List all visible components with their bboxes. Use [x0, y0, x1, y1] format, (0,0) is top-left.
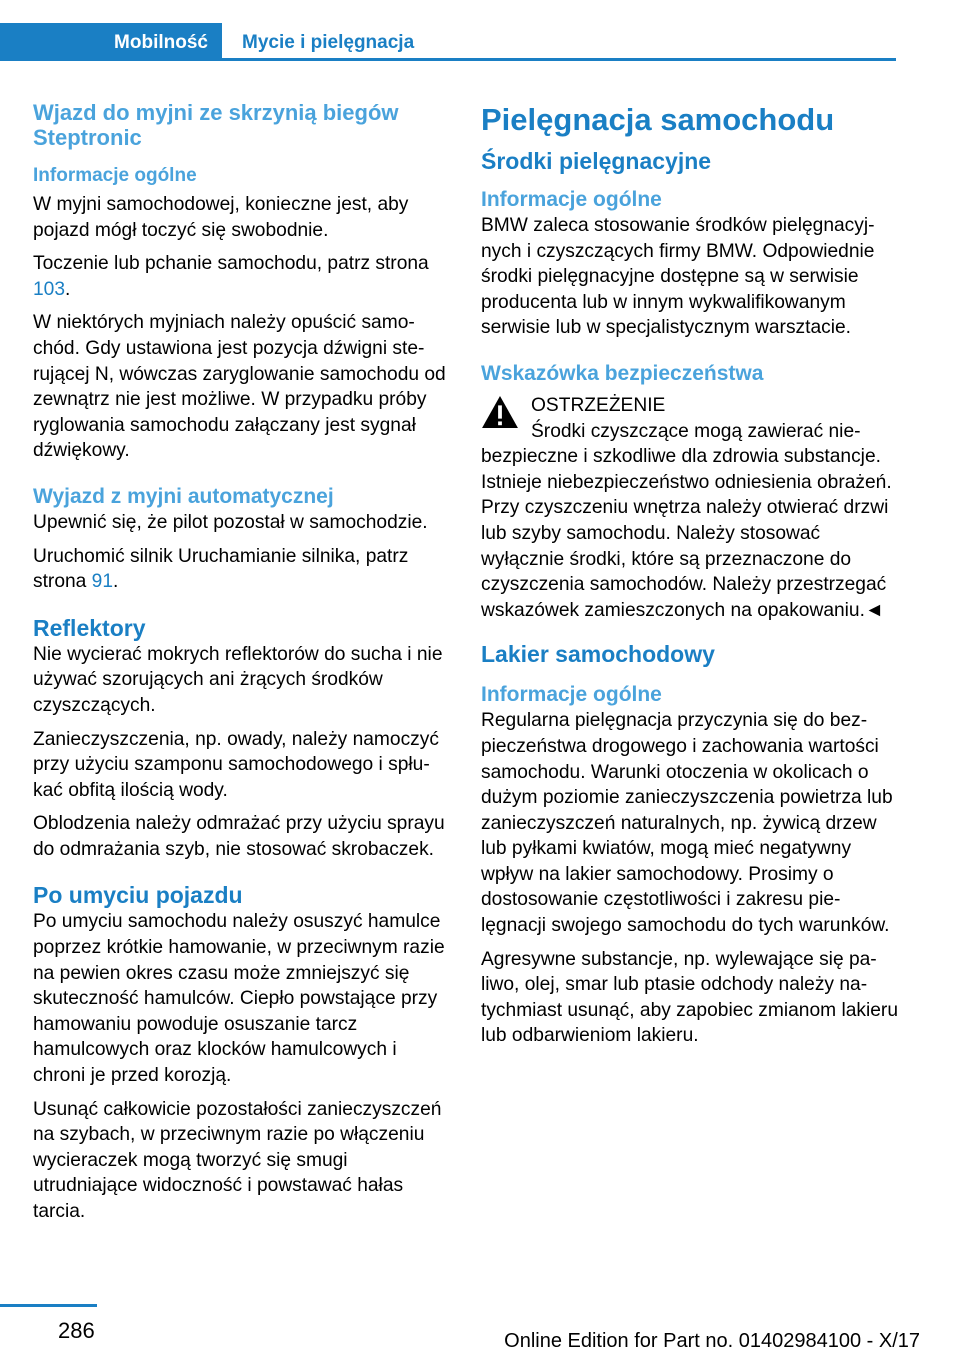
paragraph: W niektórych myjniach należy opuścić samochód. Gdy ustawiona jest pozycja dźwigni sterującej N, wówczas zaryglowanie samochodu od zewnątrz nie jest możliwe. W przypadku próby ryglowania samochodu załączany jest sygnał dźwiękowy. [33, 312, 446, 462]
warning-label: OSTRZEŻENIE [531, 394, 666, 416]
page-link-91[interactable]: 91 [91, 571, 114, 593]
header-tabs [0, 23, 896, 61]
footer-rule [0, 1304, 97, 1307]
paragraph: Oblodzenia należy odmrażać przy użyciu sprayu do odmrażania szyb, nie stosować skrobaczek. [33, 813, 445, 860]
subheading-wyjazd: Wyjazd z myjni automatycznej [33, 484, 334, 508]
paragraph: BMW zaleca stosowanie środków pielęgnacyjnych i czyszczących firmy BMW. Odpowiednie środki pielęgnacyjne dostępne są w serwisie producenta lub w innym wykwalifikowanym serwisie lub w specjalistycznym warsztacie. [481, 215, 875, 339]
heading-reflektory: Reflektory [33, 614, 146, 641]
paragraph: Regularna pielęgnacja przyczynia się do bezpieczeństwa drogowego i zachowania wartości samochodu. Warunki otoczenia w okolicach o dużym poziomie zanieczyszczenia powietrza lub zanieczyszczeń naturalnych, np. żywicą drzew lub pyłkami kwiatów, mogą mieć negatywny wpływ na lakier samochodowy. Prosimy o dostosowanie częstotliwości i zakresu pielęgnacji swojego samochodu do tych warunków. [481, 710, 893, 937]
section-title-wjazd: Wjazd do myjni ze skrzynią biegów Steptronic [33, 100, 399, 150]
right-column [481, 100, 899, 1057]
paragraph: Nie wycierać mokrych reflektorów do sucha i nie używać szorujących ani żrących środków czyszczących. [33, 643, 443, 716]
subheading-wskazowka: Wskazówka bezpieczeństwa [481, 361, 764, 385]
heading-po-umyciu: Po umyciu pojazdu [33, 882, 243, 909]
paragraph: Usunąć całkowicie pozostałości zanieczyszczeń na szybach, w przeciwnym razie po włączeniu wycieraczek mogą tworzyć się smugi utrudniające widoczność i powstawać hałas tarcia. [33, 1098, 442, 1222]
tab-mobilnosc[interactable]: Mobilność [0, 23, 222, 61]
heading-lakier: Lakier samochodowy [481, 641, 715, 668]
warning-triangle-icon [481, 395, 519, 429]
paragraph: Zanieczyszczenia, np. owady, należy namoczyć przy użyciu szamponu samochodowego i spłukać obfitą ilością wody. [33, 728, 439, 801]
left-column [33, 100, 451, 1233]
warning-box [481, 393, 899, 623]
subheading-informacje: Informacje ogólne [33, 165, 197, 186]
paragraph: Upewnić się, że pilot pozostał w samochodzie. [33, 511, 428, 533]
paragraph: Agresywne substancje, np. wylewające się paliwo, olej, smar lub ptasie odchody należy natychmiast usunąć, aby zapobiec zmianom lakieru lub odbarwieniom lakieru. [481, 948, 898, 1047]
header-rule [0, 58, 896, 61]
page-link-103[interactable]: 103 [33, 278, 66, 300]
heading-srodki: Środki pielęgnacyjne [481, 148, 712, 174]
tab-mycie-i-pielegnacja[interactable]: Mycie i pielęgnacja [242, 32, 415, 53]
paragraph: Po umyciu samochodu należy osuszyć hamulce poprzez krótkie hamowanie, w przeciwnym razie na pewien okres czasu może zmniejszyć się skuteczność hamulców. Ciepło powstające przy hamowaniu powoduje osuszanie tarcz hamulcowych oraz klocków hamulcowych i chroni je przed korozją. [33, 911, 445, 1087]
page-number: 286 [58, 1318, 95, 1343]
paragraph: W myjni samochodowej, konieczne jest, aby pojazd mógł toczyć się swobodnie. [33, 194, 409, 241]
page-title: Pielęgnacja samochodu [481, 102, 835, 137]
edition-note: Online Edition for Part no. 01402984100 - X/17 [504, 1330, 920, 1352]
warning-text: Środki czyszczące mogą zawierać niebezpieczne i szkodliwe dla zdrowia substancje. Istnieje niebezpieczeństwo odniesienia obrażeń. Przy czyszczeniu wnętrza należy otwierać drzwi lub szyby samochodu. Należy stosować wyłącznie środki, które są przeznaczone do czyszczenia samochodów. Należy przestrzegać wskazówek zamieszczonych na opakowaniu.◄ [481, 420, 892, 621]
subheading-informacje: Informacje ogólne [481, 188, 662, 211]
paragraph-link: Toczenie lub pchanie samochodu, patrz strona 103. [33, 253, 429, 300]
paragraph-link: Uruchomić silnik Uruchamianie silnika, patrz strona 91. [33, 545, 409, 593]
subheading-informacje: Informacje ogólne [481, 683, 662, 707]
